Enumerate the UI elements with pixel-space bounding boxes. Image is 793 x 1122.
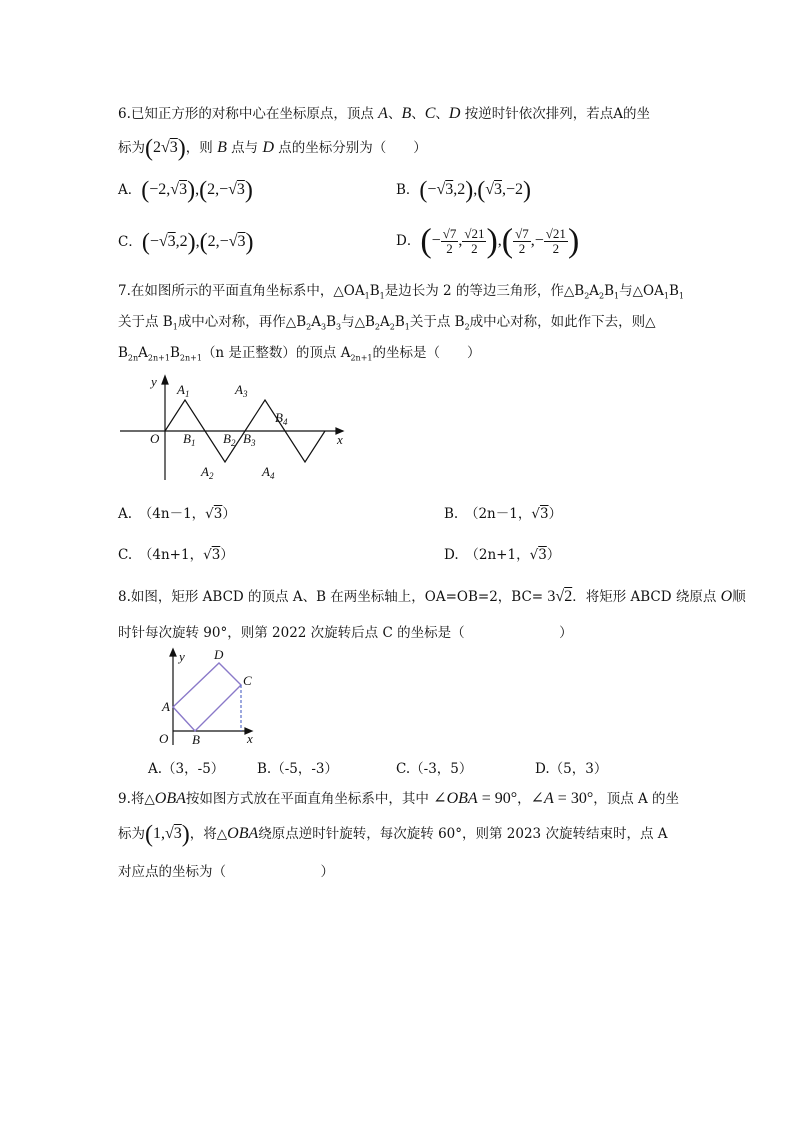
q8-y-arrow: [170, 649, 176, 656]
q8-label-a: A: [162, 699, 170, 714]
q6-option-d[interactable]: D．(− $\frac{√7}{2}$ , $\frac{√21}{2}$ ),( $\frac{√7}{2}$ ,− $\frac{√21}{2}$ ): [396, 222, 580, 260]
q8-option-b-value: （-5，-3）: [271, 761, 339, 777]
q8-option-a[interactable]: [148, 759, 224, 779]
q8-option-d[interactable]: [535, 759, 607, 779]
q7-label-b3: $B_3$: [243, 431, 256, 448]
q7-option-c-label: C.: [118, 547, 133, 563]
q9-line2: 标为(1,√3)，将△OBA绕原点逆时针旋转，每次旋转 60°，则第 2023 次旋转结束时，点 A: [118, 821, 668, 848]
q8-line2: 时针每次旋转 90°，则第 2022 次旋转后点 C 的坐标是（ ）: [118, 625, 573, 641]
q6-option-b[interactable]: B．(−√3,2),(√3,−2): [396, 177, 532, 204]
q8-option-d-label: D.: [535, 761, 550, 777]
q8-label-b: B: [192, 732, 200, 747]
q7-y-arrow: [162, 376, 168, 384]
q8-line1: 8.如图，矩形 ABCD 的顶点 A、B 在两坐标轴上，OA=OB=2，BC= 3√2．将矩形 ABCD 绕原点 O顺: [118, 588, 746, 605]
q9-line1: 9.将△OBA按如图方式放在平面直角坐标系中，其中 ∠OBA = 90°，∠A = 30°，顶点 A 的坐: [118, 790, 680, 807]
q9-line3: 对应点的坐标为（ ）: [118, 864, 334, 880]
q7-label-o: O: [150, 431, 160, 446]
q7-label-a3: $A_3$: [235, 382, 248, 399]
q8-option-d-value: （5，3）: [549, 761, 608, 777]
q8-option-a-value: （3，-5）: [162, 761, 225, 777]
q7-label-a4: $A_4$: [262, 464, 275, 481]
q7-label-b2: $B_2$: [223, 431, 236, 448]
q8-rectangle: [173, 663, 241, 731]
q7-option-d[interactable]: D. （2n+1，√3）: [444, 547, 561, 563]
q8-label-d: D: [214, 647, 224, 662]
q8-option-b[interactable]: [257, 759, 338, 779]
q7-line3: $B_{2n}A_{2n+1}B_{2n+1}(n$ 是正整数）的顶点 $A_{2n+1}$的坐标是（ ）: [118, 345, 481, 363]
q8-option-b-label: B.: [257, 761, 272, 777]
q8-label-y: y: [179, 649, 185, 664]
q8-label-o: O: [159, 731, 169, 746]
q8-option-c-value: （-3，5）: [410, 761, 473, 777]
q7-option-d-label: D.: [444, 547, 459, 563]
q6-option-a[interactable]: A．(−2,√3),(2,−√3): [118, 177, 253, 204]
q6-line1: 6.已知正方形的对称中心在坐标原点，顶点 A、B、C、D 按逆时针依次排列，若点A的坐: [118, 105, 651, 122]
q7-label-b1: $B_1$: [183, 431, 196, 448]
q6-line2: 标为(2√3)，则 B 点与 D 点的坐标分别为（ ）: [118, 135, 427, 162]
q7-label-a1: $A_1$: [177, 382, 190, 399]
q8-option-c-label: C.: [396, 761, 411, 777]
q7-label-x: x: [337, 432, 343, 447]
q7-option-b[interactable]: B. （2n－1，√3）: [444, 506, 563, 522]
q7-option-b-label: B.: [444, 506, 459, 522]
q7-label-b4: $B_4$: [275, 410, 288, 427]
q6-option-c[interactable]: C．(−√3,2),(2,−√3): [118, 229, 254, 256]
q7-label-y: y: [151, 374, 157, 389]
q8-label-c: C: [243, 673, 252, 688]
q7-option-a[interactable]: A. （4n－1，√3）: [118, 506, 236, 522]
q7-line1: 7.在如图所示的平面直角坐标系中，$\triangle OA_1B_1$是边长为 2 的等边三角形，作$\triangle B_2A_2B_1$与$\triangle OA_1B_1$: [118, 283, 684, 301]
q7-option-a-label: A.: [118, 506, 133, 522]
q7-line2: 关于点 $B_1$成中心对称，再作$\triangle B_2A_3B_3$与$\triangle B_2A_2B_1$关于点 $B_2$成中心对称，如此作下去，则△: [118, 314, 656, 332]
q8-label-x: x: [247, 731, 253, 746]
q8-option-a-label: A.: [148, 761, 163, 777]
q8-figure: [155, 645, 265, 750]
q7-label-a2: $A_2$: [201, 464, 214, 481]
q8-option-c[interactable]: [396, 759, 472, 779]
q7-option-c[interactable]: C. （4n+1，√3）: [118, 547, 234, 563]
q7-figure: [115, 370, 355, 485]
